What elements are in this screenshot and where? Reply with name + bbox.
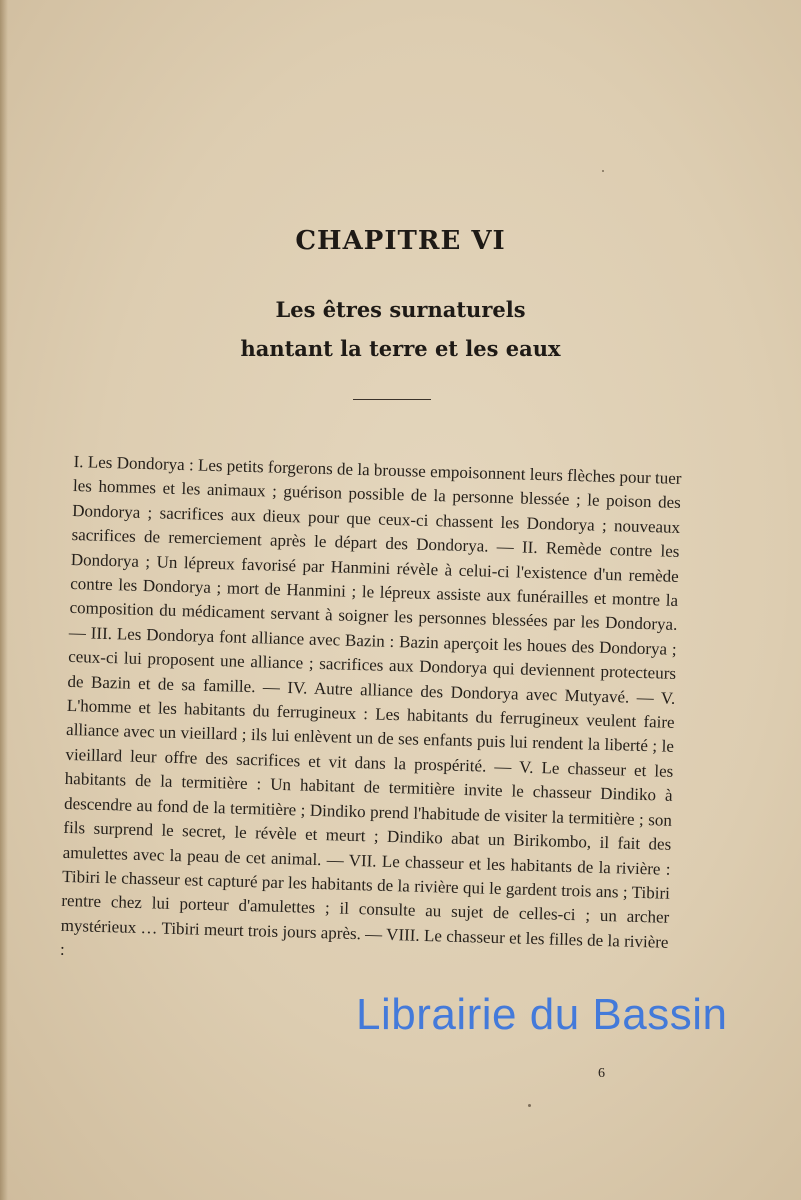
paper-speck	[602, 170, 604, 172]
chapter-summary	[60, 450, 682, 979]
paper-speck	[528, 1104, 531, 1107]
page-number: 6	[598, 1066, 605, 1081]
chapter-subtitle-line-2: hantant la terre et les eaux	[240, 336, 561, 361]
title-divider	[353, 399, 431, 400]
chapter-heading: CHAPITRE VI	[295, 226, 506, 256]
chapter-subtitle-line-1: Les êtres surnaturels	[275, 297, 526, 322]
page-gutter-shadow	[0, 0, 8, 1200]
watermark-text: Librairie du Bassin	[356, 990, 728, 1039]
summary-paragraph: I. Les Dondorya : Les petits forgerons de la brousse empoisonnent leurs flèches pour tuer les hommes et les animaux ; guérison possible de la personne blessée ; le poison des Dondorya ; sacrifices aux dieux pour que ceux-ci chassent les Dondorya ; nouveaux sacrifices de remerciement après le départ des Dondorya. — II. Remède contre les Dondorya ; Un lépreux favorisé par Hanmini révèle à celui-ci l'existence d'un remède contre les Dondorya ; mort de Hanmini ; le lépreux assiste aux funérailles et montre la composition du médicament servant à soigner les personnes blessées par les Dondorya. — III. Les Dondorya font alliance avec Bazin : Bazin aperçoit les houes des Dondorya ; ceux-ci lui proposent une alliance ; sacrifices aux Dondorya qui deviennent protecteurs de Bazin et de sa famille. — IV. Autre alliance des Dondorya avec Mutyavé. — V. L'homme et les habitants du ferrugineux : Les habitants du ferrugineux veulent faire alliance avec un vieillard ; ils lui enlèvent un de ses enfants puis lui rendent la liberté ; le vieillard leur offre des sacrifices et vit dans la prospérité. — V. Le chasseur et les habitants de la termitière : Un habitant de termitière invite le chasseur Dindiko à descendre au fond de la termitière ; Dindiko prend l'habitude de visiter la termitière ; son fils surprend le secret, le révèle et meurt ; Dindiko abat un Birikombo, il fait des amulettes avec la peau de cet animal. — VII. Le chasseur et les habitants de la rivière : Tibiri le chasseur est capturé par les habitants de la rivière qui le gardent trois ans ; Tibiri rentre chez lui porteur d'amulettes ; il consulte au sujet de celles-ci ; un archer mystérieux … Tibiri meurt trois jours après. — VIII. Le chasseur et les filles de la rivière :	[59, 451, 682, 960]
